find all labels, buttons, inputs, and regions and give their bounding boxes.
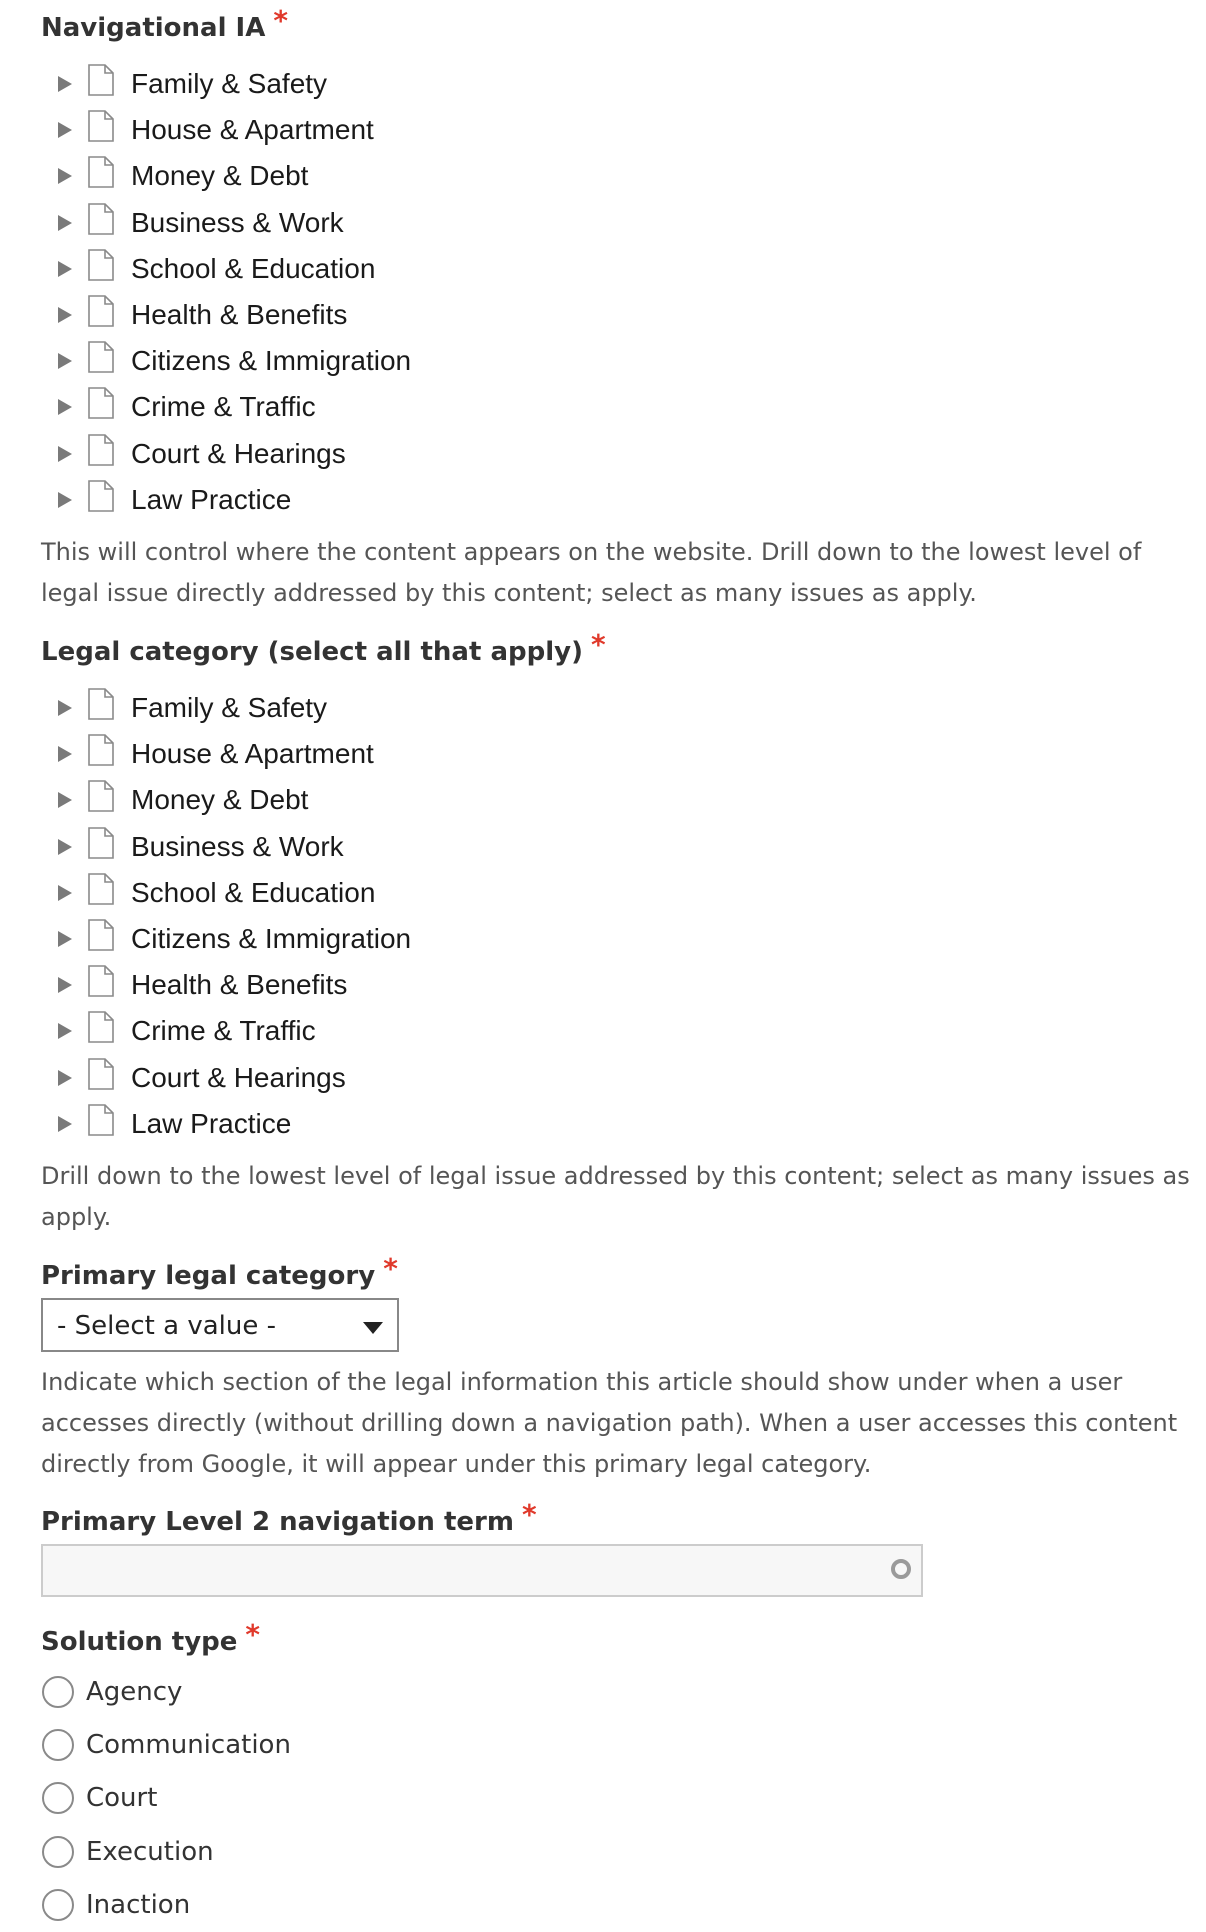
radio-option-communication[interactable] [0, 1727, 500, 1767]
tree-item[interactable] [0, 873, 600, 917]
radio-button[interactable] [42, 1782, 74, 1814]
triangle-right-icon[interactable] [58, 1070, 72, 1086]
triangle-right-icon[interactable] [58, 839, 72, 855]
required-marker: * [590, 628, 606, 661]
tree-item-label[interactable]: Family & Safety [131, 68, 328, 99]
document-icon [88, 434, 114, 466]
document-icon [88, 919, 114, 951]
tree-item-label[interactable]: Crime & Traffic [131, 391, 316, 422]
radio-option-court[interactable] [0, 1780, 500, 1820]
document-icon [88, 295, 114, 327]
tree-item-label[interactable]: Citizens & Immigration [131, 345, 412, 376]
document-icon [88, 1058, 114, 1090]
triangle-right-icon[interactable] [58, 792, 72, 808]
triangle-right-icon[interactable] [58, 215, 72, 231]
solution-type-label-text: Solution type [41, 1627, 238, 1657]
document-icon [88, 827, 114, 859]
tree-item-label[interactable]: Business & Work [131, 831, 344, 862]
triangle-right-icon[interactable] [58, 746, 72, 762]
radio-label[interactable]: Inaction [86, 1890, 191, 1920]
primary-level2-label [41, 1498, 537, 1537]
tree-item[interactable] [0, 249, 600, 293]
document-icon [88, 156, 114, 188]
tree-item[interactable] [0, 387, 600, 431]
radio-option-inaction[interactable] [0, 1887, 500, 1927]
legal-category-label [41, 628, 606, 667]
triangle-right-icon[interactable] [58, 353, 72, 369]
tree-item-label[interactable]: Health & Benefits [131, 299, 348, 330]
triangle-right-icon[interactable] [58, 1023, 72, 1039]
tree-item-label[interactable]: Law Practice [131, 484, 292, 515]
document-icon [88, 387, 114, 419]
document-icon [88, 110, 114, 142]
radio-button[interactable] [42, 1889, 74, 1921]
tree-item[interactable] [0, 434, 600, 478]
tree-item[interactable] [0, 965, 600, 1009]
document-icon [88, 1104, 114, 1136]
tree-item-label[interactable]: Business & Work [131, 207, 344, 238]
triangle-right-icon[interactable] [58, 492, 72, 508]
radio-button[interactable] [42, 1729, 74, 1761]
legal-category-label-text: Legal category (select all that apply) [41, 637, 583, 667]
triangle-right-icon[interactable] [58, 931, 72, 947]
legal-category-tree [0, 688, 600, 1150]
tree-item[interactable] [0, 1011, 600, 1055]
document-icon [88, 249, 114, 281]
required-marker: * [521, 1498, 537, 1531]
document-icon [88, 480, 114, 512]
navigational-ia-label [41, 4, 288, 43]
primary-legal-category-label [41, 1252, 398, 1291]
tree-item[interactable] [0, 780, 600, 824]
tree-item-label[interactable]: Court & Hearings [131, 1062, 346, 1093]
document-icon [88, 734, 114, 766]
primary-legal-category-description: Indicate which section of the legal information this article should show under when a user accesses directly (without drilling down a navigation path). When a user accesses this content directly from Google, it will appear under this primary legal category. [41, 1368, 1178, 1478]
primary-legal-category-select[interactable] [41, 1298, 399, 1352]
tree-item-label[interactable]: Crime & Traffic [131, 1015, 316, 1046]
document-icon [88, 965, 114, 997]
triangle-right-icon[interactable] [58, 261, 72, 277]
primary-level2-autocomplete-input[interactable] [41, 1544, 923, 1597]
tree-item[interactable] [0, 64, 600, 108]
tree-item-label[interactable]: School & Education [131, 253, 376, 284]
radio-button[interactable] [42, 1836, 74, 1868]
navigational-ia-description: This will control where the content appears on the website. Drill down to the lowest level of legal issue directly addressed by this content; select as many issues as apply. [41, 538, 1142, 607]
triangle-right-icon[interactable] [58, 76, 72, 92]
tree-item-label[interactable]: House & Apartment [131, 738, 374, 769]
tree-item[interactable] [0, 1104, 600, 1148]
triangle-right-icon[interactable] [58, 122, 72, 138]
tree-item[interactable] [0, 734, 600, 778]
tree-item-label[interactable]: Family & Safety [131, 692, 328, 723]
tree-item-label[interactable]: House & Apartment [131, 114, 374, 145]
navigational-ia-tree [0, 64, 600, 526]
tree-item[interactable] [0, 1058, 600, 1102]
triangle-right-icon[interactable] [58, 977, 72, 993]
primary-level2-label-text: Primary Level 2 navigation term [41, 1507, 514, 1537]
solution-type-label [41, 1618, 261, 1657]
triangle-right-icon[interactable] [58, 885, 72, 901]
tree-item[interactable] [0, 341, 600, 385]
triangle-right-icon[interactable] [58, 1116, 72, 1132]
primary-legal-category-label-text: Primary legal category [41, 1261, 376, 1291]
document-icon [88, 688, 114, 720]
document-icon [88, 873, 114, 905]
radio-label[interactable]: Court [86, 1783, 158, 1813]
document-icon [88, 1011, 114, 1043]
radio-button[interactable] [42, 1676, 74, 1708]
tree-item-label[interactable]: Court & Hearings [131, 438, 346, 469]
legal-category-description: Drill down to the lowest level of legal issue addressed by this content; select as many issues as apply. [41, 1162, 1190, 1231]
tree-item[interactable] [0, 203, 600, 247]
tree-item[interactable] [0, 110, 600, 154]
tree-item[interactable] [0, 156, 600, 200]
document-icon [88, 780, 114, 812]
tree-item[interactable] [0, 919, 600, 963]
triangle-right-icon[interactable] [58, 399, 72, 415]
document-icon [88, 341, 114, 373]
navigational-ia-label-text: Navigational IA [41, 13, 266, 43]
required-marker: * [273, 4, 288, 37]
triangle-right-icon[interactable] [58, 700, 72, 716]
radio-label[interactable]: Communication [86, 1730, 291, 1760]
throbber-icon [891, 1559, 911, 1579]
document-icon [88, 64, 114, 96]
triangle-right-icon[interactable] [58, 168, 72, 184]
tree-item-label[interactable]: Health & Benefits [131, 969, 348, 1000]
tree-item-label[interactable]: Money & Debt [131, 160, 309, 191]
tree-item-label[interactable]: School & Education [131, 877, 376, 908]
tree-item[interactable] [0, 688, 600, 732]
tree-item[interactable] [0, 295, 600, 339]
required-marker: * [383, 1252, 398, 1285]
tree-item-label[interactable]: Law Practice [131, 1108, 292, 1139]
radio-label[interactable]: Execution [86, 1837, 214, 1867]
required-marker: * [245, 1618, 261, 1651]
tree-item[interactable] [0, 480, 600, 524]
tree-item[interactable] [0, 827, 600, 871]
tree-item-label[interactable]: Citizens & Immigration [131, 923, 412, 954]
triangle-right-icon[interactable] [58, 307, 72, 323]
caret-down-icon [363, 1322, 383, 1334]
radio-label[interactable]: Agency [86, 1677, 183, 1707]
solution-type-radio-group [0, 1674, 600, 1924]
radio-option-agency[interactable] [0, 1674, 500, 1714]
radio-option-execution[interactable] [0, 1834, 500, 1874]
triangle-right-icon[interactable] [58, 446, 72, 462]
document-icon [88, 203, 114, 235]
tree-item-label[interactable]: Money & Debt [131, 784, 309, 815]
select-value: - Select a value - [57, 1311, 276, 1341]
